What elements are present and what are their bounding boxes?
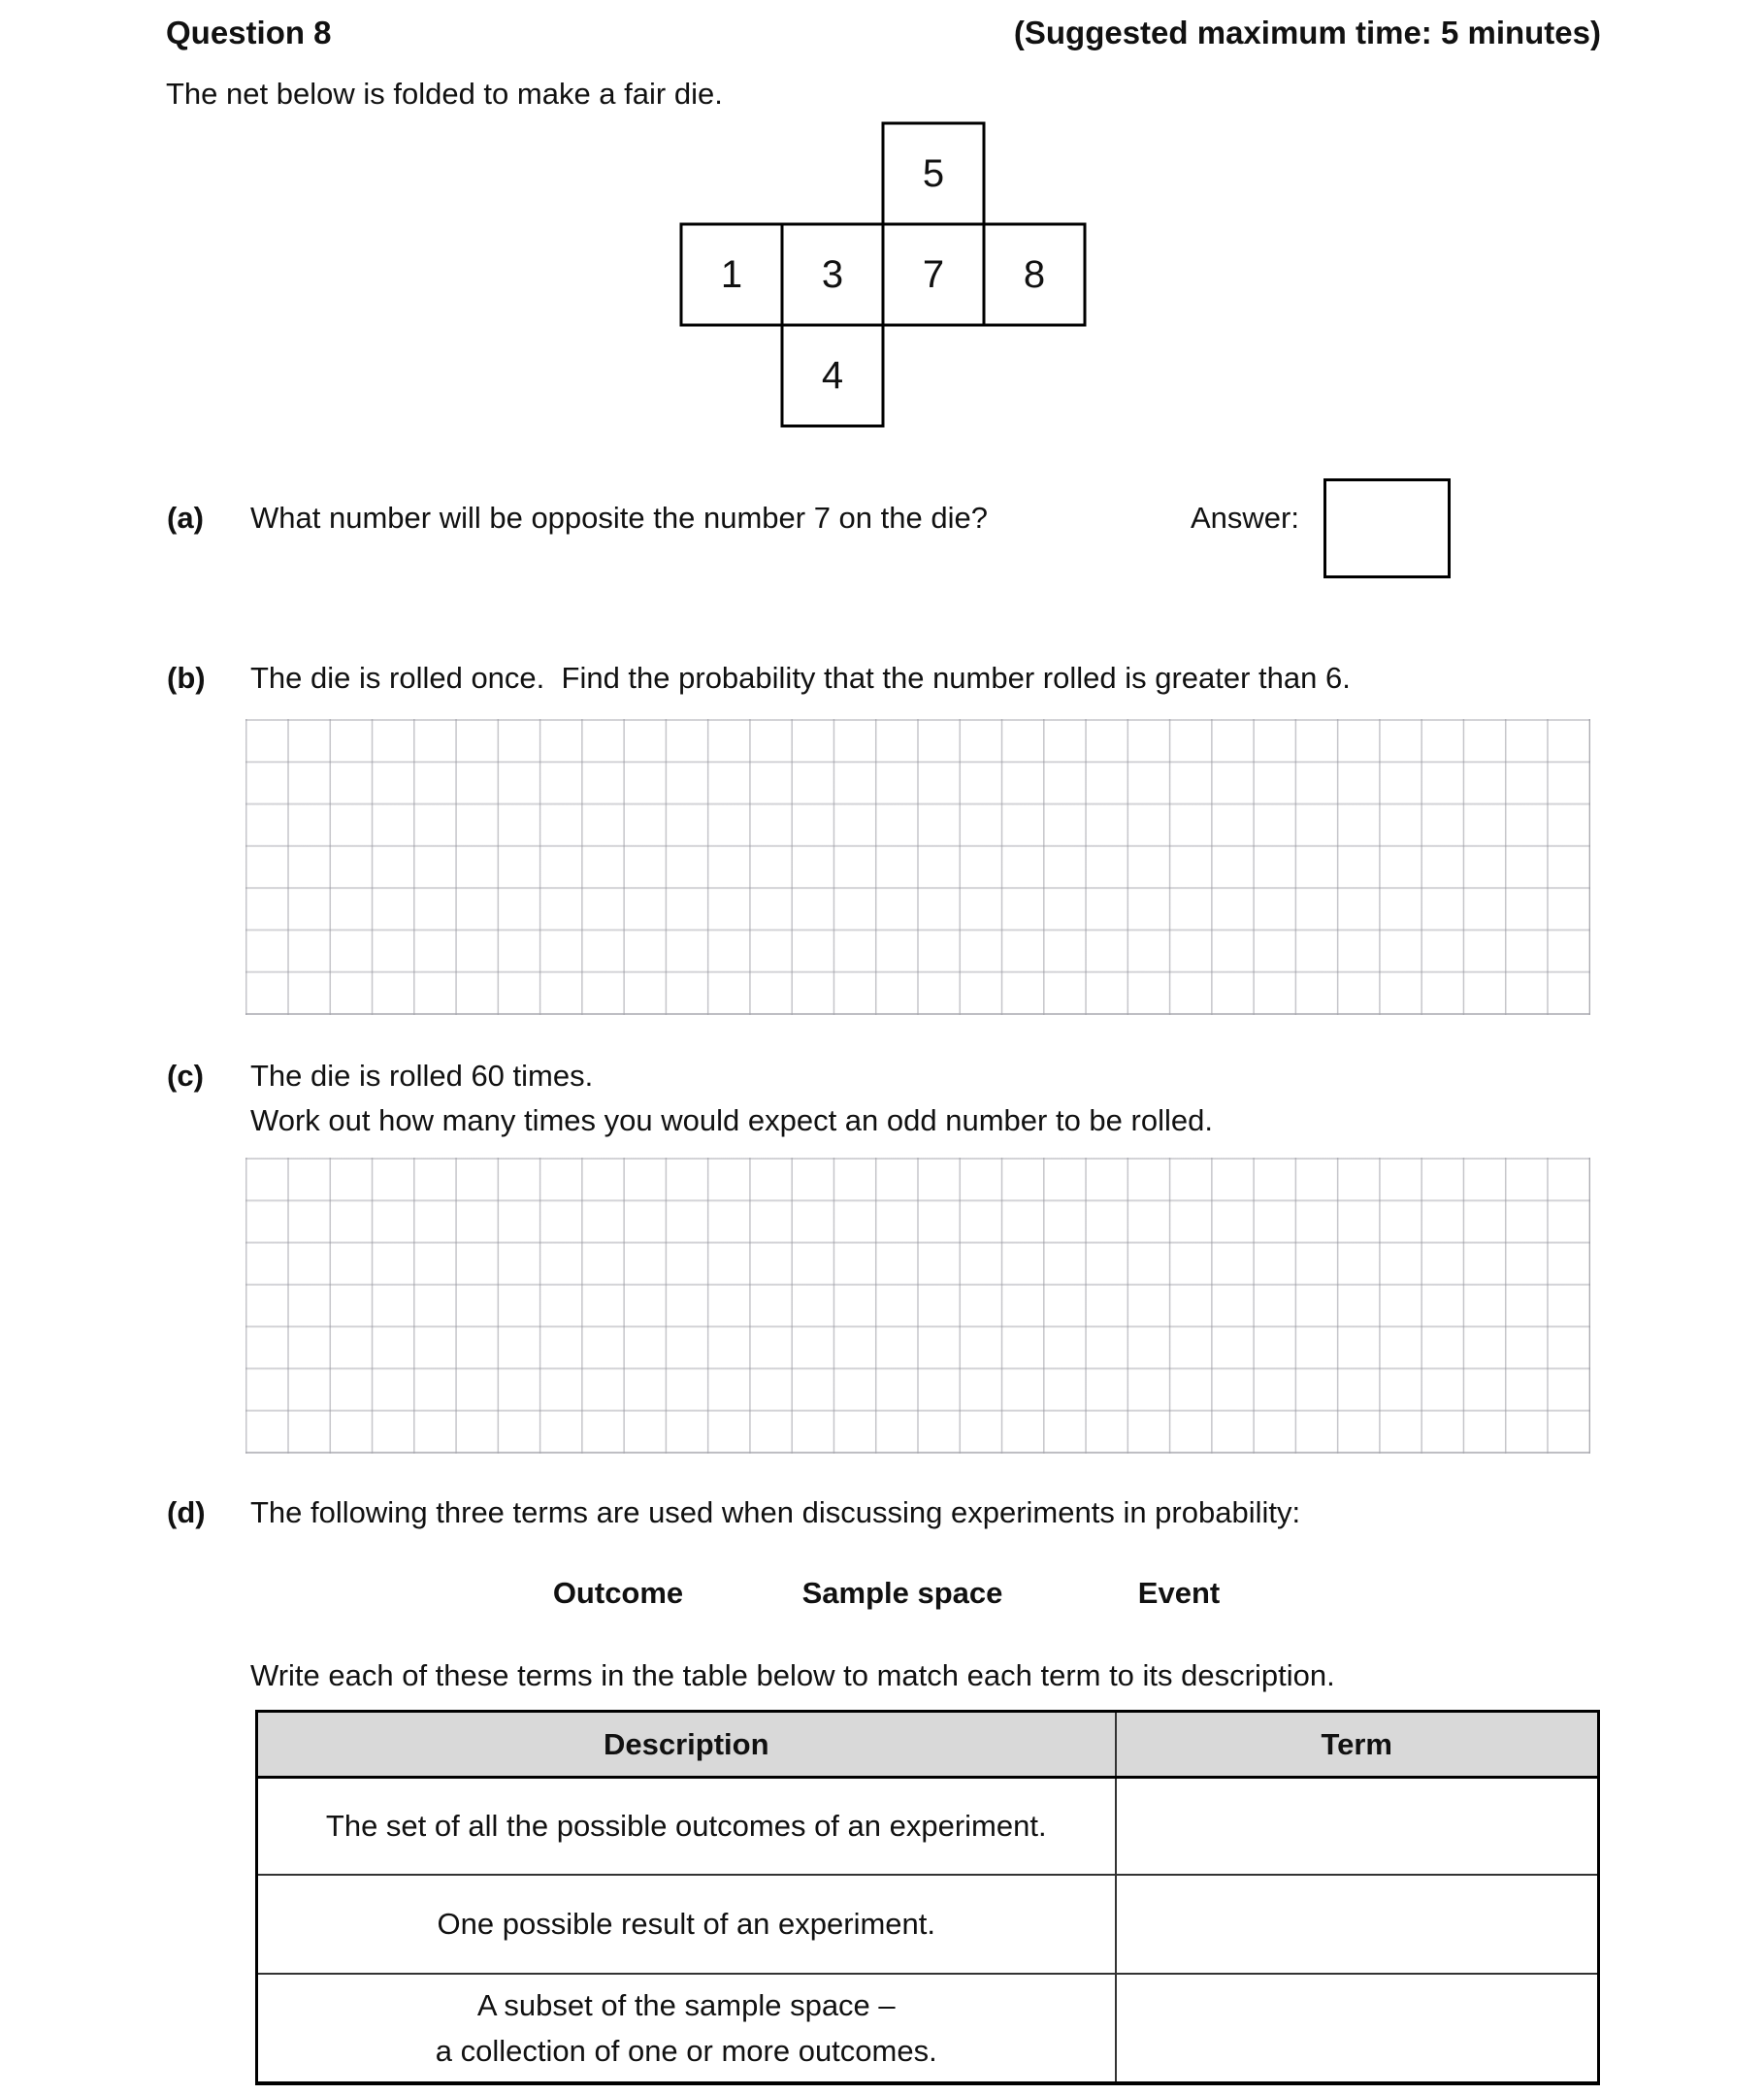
part-b-label: (b) — [167, 661, 206, 695]
die-net-diagram — [678, 120, 1088, 429]
description-cell-sample-space: The set of all the possible outcomes of an experiment. — [257, 1778, 1116, 1876]
description-event-line2: a collection of one or more outcomes. — [435, 2034, 937, 2068]
description-cell-event — [257, 1974, 1116, 2083]
die-face-1-value: 1 — [720, 253, 743, 296]
part-d-label: (d) — [167, 1495, 206, 1529]
die-face-8-value: 8 — [1023, 253, 1046, 296]
part-d-instruction: Write each of these terms in the table below to match each term to its description. — [250, 1658, 1335, 1692]
table-row — [257, 1875, 1599, 1974]
description-event-line1: A subset of the sample space – — [476, 1988, 896, 2022]
part-c-question-line1: The die is rolled 60 times. — [250, 1059, 594, 1093]
intro-text: The net below is folded to make a fair die. — [166, 77, 723, 111]
term-cell-1[interactable] — [1116, 1778, 1599, 1876]
answer-label: Answer: — [1191, 501, 1299, 535]
part-c-question-line2: Work out how many times you would expect an odd number to be rolled. — [250, 1103, 1213, 1137]
part-a-label: (a) — [167, 501, 204, 535]
term-event: Event — [1137, 1576, 1221, 1610]
matching-table — [255, 1710, 1600, 2085]
die-face-7-value: 7 — [922, 253, 945, 296]
part-b-question: The die is rolled once. Find the probability that the number rolled is greater than 6. — [250, 661, 1351, 695]
term-cell-2[interactable] — [1116, 1875, 1599, 1974]
working-grid-c[interactable] — [245, 1158, 1590, 1454]
table-row — [257, 1974, 1599, 2083]
term-outcome: Outcome — [552, 1576, 684, 1610]
die-face-3 — [782, 224, 883, 325]
die-face-7 — [883, 224, 984, 325]
part-d-question: The following three terms are used when discussing experiments in probability: — [250, 1495, 1301, 1529]
description-cell-outcome: One possible result of an experiment. — [257, 1875, 1116, 1974]
time-note: (Suggested maximum time: 5 minutes) — [1013, 15, 1601, 50]
header-description: Description — [257, 1712, 1116, 1778]
header-term: Term — [1116, 1712, 1599, 1778]
die-face-1 — [681, 224, 782, 325]
term-sample-space: Sample space — [801, 1576, 1003, 1610]
question-title: Question 8 — [166, 15, 332, 50]
table-row — [257, 1778, 1599, 1876]
working-grid-b[interactable] — [245, 719, 1590, 1015]
answer-box[interactable] — [1323, 478, 1451, 578]
table-header-row — [257, 1712, 1599, 1778]
part-a-question: What number will be opposite the number 7 on the die? — [250, 501, 988, 535]
die-face-3-value: 3 — [821, 253, 844, 296]
part-c-label: (c) — [167, 1059, 204, 1093]
term-cell-3[interactable] — [1116, 1974, 1599, 2083]
die-face-4-value: 4 — [821, 354, 844, 397]
die-face-5 — [883, 123, 984, 224]
die-face-4 — [782, 325, 883, 426]
die-face-8 — [984, 224, 1085, 325]
die-face-5-value: 5 — [922, 152, 945, 195]
